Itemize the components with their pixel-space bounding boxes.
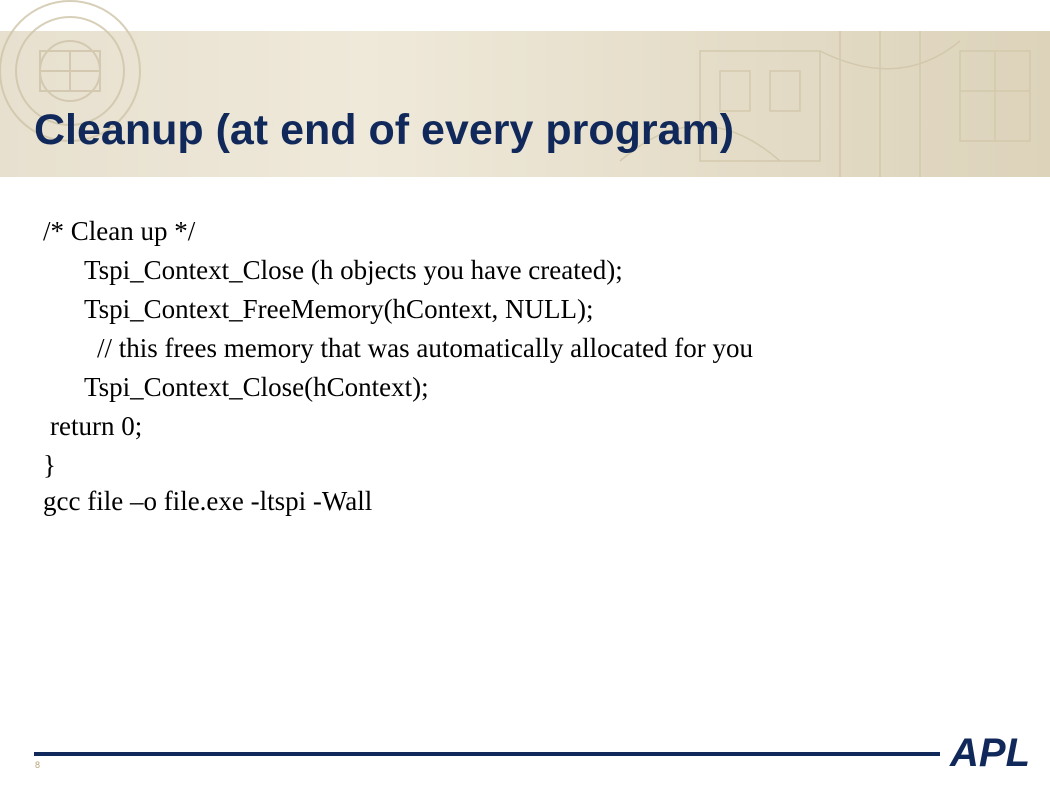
apl-logo	[948, 730, 1030, 775]
code-line: gcc file –o file.exe -ltspi -Wall	[43, 486, 373, 516]
code-line: return 0;	[50, 411, 143, 441]
code-line: Tspi_Context_FreeMemory(hContext, NULL);	[84, 294, 594, 324]
code-line: /* Clean up */	[43, 216, 196, 246]
code-line: Tspi_Context_Close (h objects you have created);	[84, 255, 623, 285]
footer-rule	[34, 752, 940, 756]
code-line: Tspi_Context_Close(hContext);	[84, 372, 429, 402]
page-number: 8	[35, 760, 41, 770]
code-line: // this frees memory that was automatically allocated for you	[97, 333, 754, 363]
apl-logo-text: APL	[950, 731, 1030, 775]
slide-title: Cleanup (at end of every program)	[34, 106, 735, 154]
code-line: }	[43, 450, 56, 480]
